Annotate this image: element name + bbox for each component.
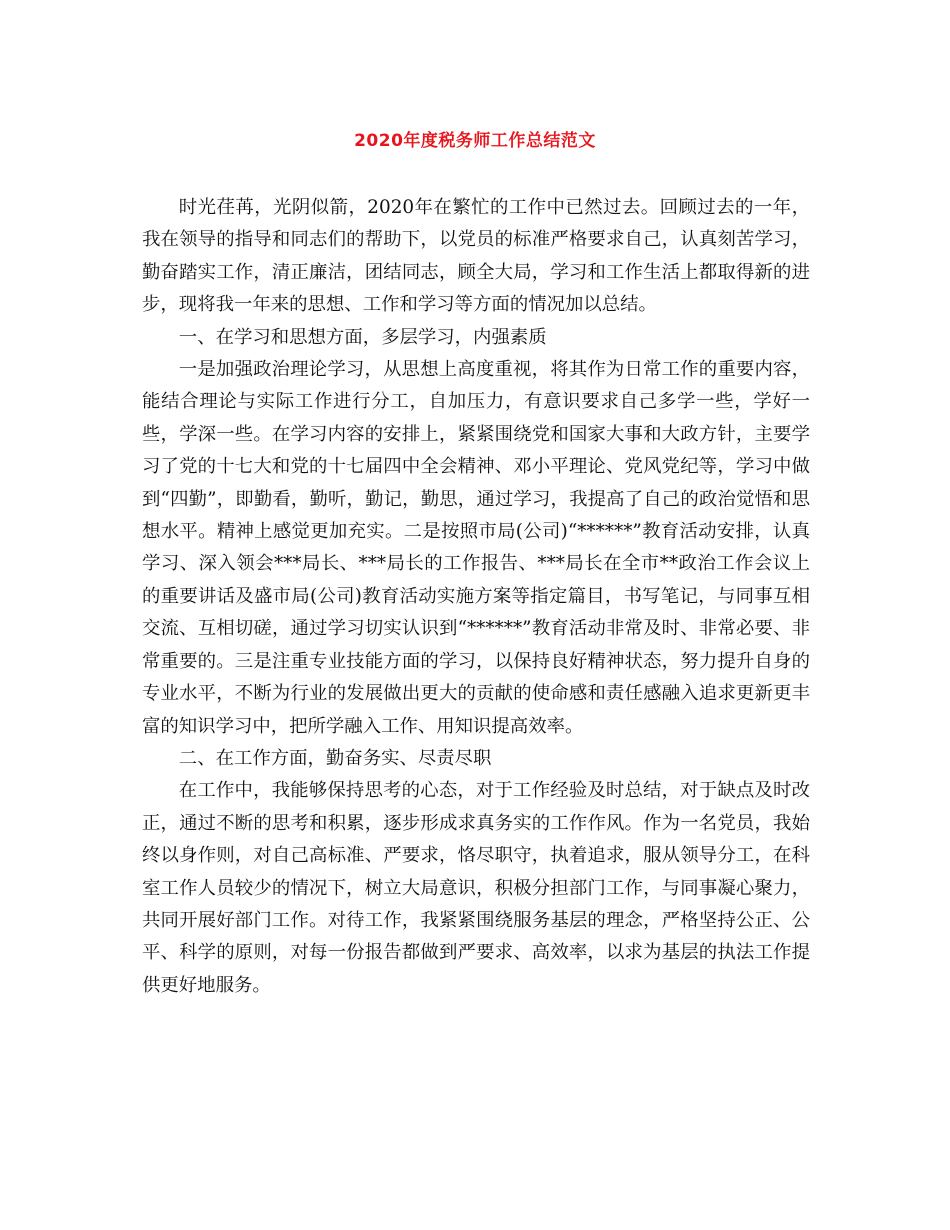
paragraph-study: 一是加强政治理论学习，从思想上高度重视，将其作为日常工作的重要内容，能结合理论与实际工作进行分工，自加压力，有意识要求自己多学一些，学好一些，学深一些。在学习内容的安排上，紧紧围绕党和国家大事和大政方针，主要学习了党的十七大和党的十七届四中全会精神、邓小平理论、党风党纪等，学习中做到“四勤”，即勤看，勤听，勤记，勤思，通过学习，我提高了自己的政治觉悟和思想水平。精神上感觉更加充实。二是按照市局(公司)“******”教育活动安排，认真学习、深入领会***局长、***局长的工作报告、***局长在全市**政治工作会议上的重要讲话及盛市局(公司)教育活动实施方案等指定篇目，书写笔记，与同事互相交流、互相切磋，通过学习切实认识到“******”教育活动非常及时、非常必要、非常重要的。三是注重专业技能方面的学习，以保持良好精神状态，努力提升自身的专业水平，不断为行业的发展做出更大的贡献的使命感和责任感融入追求更新更丰富的知识学习中，把所学融入工作、用知识提高效率。 <box>142 359 810 737</box>
document-body <box>142 192 810 1002</box>
section-heading-work: 二、在工作方面，勤奋务实、尽责尽职 <box>178 747 492 769</box>
paragraph-intro: 时光荏苒，光阴似箭，2020年在繁忙的工作中已然过去。回顾过去的一年，我在领导的指导和同志们的帮助下，以党员的标准严格要求自己，认真刻苦学习，勤奋踏实工作，清正廉洁，团结同志，顾全大局，学习和工作生活上都取得新的进步，现将我一年来的思想、工作和学习等方面的情况加以总结。 <box>142 197 810 316</box>
paragraph-work: 在工作中，我能够保持思考的心态，对于工作经验及时总结，对于缺点及时改正，通过不断的思考和积累，逐步形成求真务实的工作作风。作为一名党员，我始终以身作则，对自己高标准、严要求，恪尽职守，执着追求，服从领导分工，在科室工作人员较少的情况下，树立大局意识，积极分担部门工作，与同事凝心聚力，共同开展好部门工作。对待工作，我紧紧围绕服务基层的理念，严格坚持公正、公平、科学的原则，对每一份报告都做到严要求、高效率，以求为基层的执法工作提供更好地服务。 <box>142 780 810 996</box>
document-title: 2020年度税务师工作总结范文 <box>354 131 596 151</box>
section-heading-study: 一、在学习和思想方面，多层学习，内强素质 <box>178 326 547 348</box>
